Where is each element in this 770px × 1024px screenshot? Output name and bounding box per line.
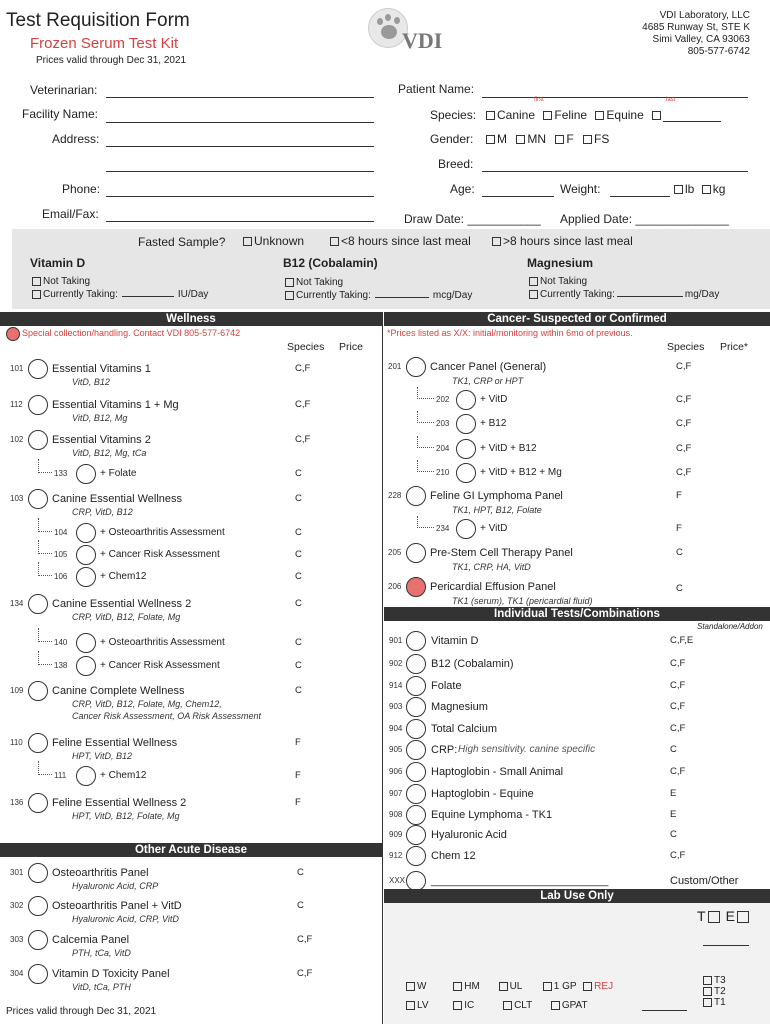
vitd-not-taking: Not Taking bbox=[32, 276, 90, 287]
test-name: Calcemia Panel bbox=[52, 934, 130, 946]
veterinarian-label: Veterinarian: bbox=[30, 83, 98, 97]
indent-connector bbox=[38, 651, 52, 665]
test-select-circle[interactable] bbox=[406, 825, 426, 845]
test-species: C,F,E bbox=[670, 635, 694, 646]
test-species: C,F bbox=[676, 467, 692, 478]
test-name: Canine Essential Wellness bbox=[52, 493, 183, 505]
equine-checkbox[interactable] bbox=[595, 111, 604, 120]
email-label: Email/Fax: bbox=[42, 207, 99, 221]
test-contents: TK1, HPT, B12, Folate bbox=[452, 505, 542, 515]
last-hint: last bbox=[666, 97, 676, 103]
test-species: C bbox=[295, 685, 302, 696]
indiv-bar: Individual Tests/Combinations bbox=[384, 607, 770, 621]
test-name: Pre-Stem Cell Therapy Panel bbox=[430, 547, 573, 559]
test-name: Osteoarthritis Panel bbox=[52, 867, 149, 879]
address-label: Address: bbox=[52, 132, 100, 146]
test-name: + Osteoarthritis Assessment bbox=[100, 527, 225, 538]
test-code: 902 bbox=[389, 659, 403, 668]
test-select-circle[interactable] bbox=[406, 719, 426, 739]
test-contents: TK1, CRP or HPT bbox=[452, 376, 524, 386]
test-species: Custom/Other bbox=[670, 875, 739, 887]
test-contents: CRP, VitD, B12, Folate, Mg, Chem12, bbox=[72, 699, 222, 709]
test-select-circle[interactable] bbox=[456, 519, 476, 539]
test-contents: VitD, B12 bbox=[72, 377, 110, 387]
indent-connector bbox=[38, 628, 52, 642]
wellness-price-header: Price bbox=[339, 341, 363, 353]
indent-connector bbox=[417, 516, 434, 528]
gender-fs-checkbox[interactable] bbox=[583, 135, 592, 144]
test-code: 234 bbox=[436, 524, 450, 533]
test-species: F bbox=[295, 770, 301, 781]
lab-line-1[interactable] bbox=[703, 945, 749, 946]
lab-gpat-checkbox[interactable] bbox=[551, 1001, 560, 1010]
gender-m-checkbox[interactable] bbox=[486, 135, 495, 144]
lb-checkbox[interactable] bbox=[674, 185, 683, 194]
age-label: Age: bbox=[450, 182, 475, 196]
test-contents: VitD, B12, Mg, tCa bbox=[72, 448, 147, 458]
test-species: C,F bbox=[295, 399, 311, 410]
species-label: Species: bbox=[430, 108, 477, 122]
test-code: 104 bbox=[54, 528, 68, 537]
test-select-circle[interactable] bbox=[28, 594, 48, 614]
test-species: C bbox=[295, 571, 302, 582]
test-species: C bbox=[295, 468, 302, 479]
test-contents: CRP, VitD, B12 bbox=[72, 507, 133, 517]
b12-not-taking: Not Taking bbox=[285, 277, 343, 288]
mag-currently-checkbox[interactable] bbox=[529, 290, 538, 299]
weight-label: Weight: bbox=[560, 182, 601, 196]
test-name: + Osteoarthritis Assessment bbox=[100, 637, 225, 648]
b12-dose-field[interactable] bbox=[375, 297, 429, 298]
b12-heading: B12 (Cobalamin) bbox=[283, 256, 378, 270]
kg-checkbox[interactable] bbox=[702, 185, 711, 194]
lab-ul-checkbox[interactable] bbox=[499, 982, 508, 991]
test-species: C,F bbox=[676, 443, 692, 454]
test-code: 905 bbox=[389, 745, 403, 754]
test-name: Feline Essential Wellness bbox=[52, 737, 178, 749]
test-name: + Cancer Risk Assessment bbox=[100, 660, 220, 671]
lab-hm-checkbox[interactable] bbox=[453, 982, 462, 991]
test-code: 109 bbox=[10, 686, 24, 695]
test-select-circle[interactable] bbox=[28, 395, 48, 415]
test-name: Folate bbox=[431, 680, 462, 692]
vitd-heading: Vitamin D bbox=[30, 256, 86, 270]
gender-options: M MN F FS bbox=[486, 132, 609, 146]
lab-address2: Simi Valley, CA 93063 bbox=[652, 34, 750, 45]
test-name: Essential Vitamins 2 bbox=[52, 434, 151, 446]
cancer-species-header: Species bbox=[667, 341, 705, 353]
test-select-circle[interactable] bbox=[76, 464, 96, 484]
test-species: C bbox=[676, 583, 683, 594]
test-code: 201 bbox=[388, 362, 402, 371]
b12-not-taking-checkbox[interactable] bbox=[285, 278, 294, 287]
test-name: + Chem12 bbox=[100, 770, 147, 781]
gender-mn-checkbox[interactable] bbox=[516, 135, 525, 144]
test-select-circle[interactable] bbox=[28, 733, 48, 753]
cancer-price-header: Price* bbox=[720, 341, 749, 353]
test-species: E bbox=[670, 809, 677, 820]
cancer-price-note: *Prices listed as X/X: initial/monitoring within 6mo of previous. bbox=[387, 328, 633, 338]
test-code: 912 bbox=[389, 851, 403, 860]
patient-field[interactable] bbox=[482, 97, 748, 98]
unknown-checkbox[interactable] bbox=[243, 237, 252, 246]
prices-valid-footer: Prices valid through Dec 31, 2021 bbox=[6, 1006, 157, 1017]
breed-field[interactable] bbox=[482, 171, 748, 172]
lab-t-checkbox[interactable] bbox=[708, 911, 720, 923]
test-name: Chem 12 bbox=[431, 850, 476, 862]
lab-gp-checkbox[interactable] bbox=[543, 982, 552, 991]
canine-checkbox[interactable] bbox=[486, 111, 495, 120]
lab-address1: 4685 Runway St, STE K bbox=[642, 22, 750, 33]
test-name: Hyaluronic Acid bbox=[431, 829, 507, 841]
lab-ic-checkbox[interactable] bbox=[453, 1001, 462, 1010]
test-species: F bbox=[676, 523, 682, 534]
test-name: + Cancer Risk Assessment bbox=[100, 549, 220, 560]
indent-connector bbox=[417, 436, 434, 448]
lab-rej-checkbox[interactable] bbox=[583, 982, 592, 991]
test-species: C,F bbox=[297, 934, 313, 945]
test-code: 112 bbox=[10, 400, 23, 409]
test-contents-2: Cancer Risk Assessment, OA Risk Assessment bbox=[72, 711, 262, 721]
facility-field[interactable] bbox=[106, 122, 374, 123]
test-name: + Folate bbox=[100, 468, 137, 479]
test-species: C bbox=[670, 829, 677, 840]
column-divider bbox=[382, 312, 383, 1024]
email-field[interactable] bbox=[106, 221, 374, 222]
gender-f-checkbox[interactable] bbox=[555, 135, 564, 144]
test-species: C,F bbox=[670, 723, 686, 734]
indent-connector bbox=[38, 761, 52, 775]
veterinarian-field[interactable] bbox=[106, 97, 374, 98]
test-species: C bbox=[295, 493, 302, 504]
other-species-checkbox[interactable] bbox=[652, 111, 661, 120]
test-select-circle[interactable] bbox=[76, 545, 96, 565]
test-contents: Hyaluronic Acid, CRP bbox=[72, 881, 159, 891]
test-name: Canine Essential Wellness 2 bbox=[52, 598, 192, 610]
test-name: + Chem12 bbox=[100, 571, 147, 582]
test-code: 140 bbox=[54, 638, 68, 647]
test-species: E bbox=[670, 788, 677, 799]
test-name: Haptoglobin - Equine bbox=[431, 788, 534, 800]
test-select-circle[interactable] bbox=[406, 357, 426, 377]
lab-te: T E bbox=[697, 908, 751, 924]
test-code: XXX bbox=[389, 876, 406, 885]
test-name: B12 (Cobalamin) bbox=[431, 658, 514, 670]
species-options: Canine Feline Equine bbox=[486, 108, 663, 122]
lab-t1-checkbox[interactable] bbox=[703, 998, 712, 1007]
test-code: 909 bbox=[389, 830, 403, 839]
test-select-circle[interactable] bbox=[456, 463, 476, 483]
test-code: 105 bbox=[54, 550, 68, 559]
lab-line-2[interactable] bbox=[642, 1010, 687, 1011]
test-code: 136 bbox=[10, 798, 24, 807]
indent-connector bbox=[38, 562, 52, 576]
test-species: C,F bbox=[670, 658, 686, 669]
test-code: 110 bbox=[10, 738, 23, 747]
test-select-circle[interactable] bbox=[28, 793, 48, 813]
test-name: + VitD bbox=[480, 523, 508, 534]
wellness-bar: Wellness bbox=[0, 312, 382, 326]
page-title: Test Requisition Form bbox=[6, 10, 190, 31]
test-note: High sensitivity. canine specific bbox=[458, 744, 596, 755]
mag-not-taking: Not Taking bbox=[529, 276, 587, 287]
address-field-2[interactable] bbox=[106, 171, 374, 172]
test-species: C bbox=[295, 527, 302, 538]
feline-checkbox[interactable] bbox=[543, 111, 552, 120]
test-species: C,F bbox=[670, 680, 686, 691]
test-code: 204 bbox=[436, 444, 450, 453]
weight-field[interactable] bbox=[610, 196, 670, 197]
test-select-circle[interactable] bbox=[456, 439, 476, 459]
test-code: 914 bbox=[389, 681, 403, 690]
test-species: C bbox=[295, 637, 302, 648]
test-contents: HPT, VitD, B12, Folate, Mg bbox=[72, 811, 180, 821]
test-species: C,F bbox=[670, 701, 686, 712]
test-code: 205 bbox=[388, 548, 402, 557]
test-contents: VitD, tCa, PTH bbox=[72, 982, 131, 992]
test-select-circle[interactable] bbox=[406, 871, 426, 891]
test-select-circle[interactable] bbox=[406, 676, 426, 696]
mag-currently: Currently Taking: mg/Day bbox=[529, 289, 719, 300]
test-name: Feline GI Lymphoma Panel bbox=[430, 490, 563, 502]
test-name: + VitD + B12 + Mg bbox=[480, 467, 562, 478]
lab-e-checkbox[interactable] bbox=[737, 911, 749, 923]
standalone-note: Standalone/Addon bbox=[697, 622, 763, 631]
test-select-circle[interactable] bbox=[406, 543, 426, 563]
test-select-circle[interactable] bbox=[76, 656, 96, 676]
test-select-circle[interactable] bbox=[28, 681, 48, 701]
test-species: C,F bbox=[295, 363, 311, 374]
lab-info bbox=[642, 10, 750, 58]
test-species: C,F bbox=[297, 968, 313, 979]
test-select-circle[interactable] bbox=[406, 631, 426, 651]
cancer-bar: Cancer- Suspected or Confirmed bbox=[384, 312, 770, 326]
lab-w-checkbox[interactable] bbox=[406, 982, 415, 991]
indent-connector bbox=[417, 411, 434, 423]
test-select-circle[interactable] bbox=[406, 654, 426, 674]
test-code: 111 bbox=[54, 771, 67, 780]
prices-valid-top: Prices valid through Dec 31, 2021 bbox=[36, 55, 187, 66]
test-species: C,F bbox=[676, 418, 692, 429]
vitd-dose-field[interactable] bbox=[122, 296, 174, 297]
gt8-checkbox[interactable] bbox=[492, 237, 501, 246]
test-species: C,F bbox=[676, 361, 692, 372]
test-name: _____________________________ bbox=[431, 875, 609, 887]
test-code: 903 bbox=[389, 702, 403, 711]
test-select-circle[interactable] bbox=[406, 740, 426, 760]
test-code: 901 bbox=[389, 636, 403, 645]
special-handling-note: Special collection/handling. Contact VDI 805-577-6742 bbox=[22, 328, 241, 338]
vitd-not-taking-checkbox[interactable] bbox=[32, 277, 41, 286]
test-contents: PTH, tCa, VitD bbox=[72, 948, 131, 958]
test-name: Cancer Panel (General) bbox=[430, 361, 547, 373]
page-subtitle: Frozen Serum Test Kit bbox=[30, 35, 179, 52]
draw-date[interactable]: Draw Date: ___________ bbox=[404, 212, 541, 226]
vdi-logo bbox=[368, 8, 448, 56]
test-code: 303 bbox=[10, 935, 24, 944]
test-contents: HPT, VitD, B12 bbox=[72, 751, 133, 761]
test-select-circle[interactable] bbox=[28, 359, 48, 379]
lab-t2-checkbox[interactable] bbox=[703, 987, 712, 996]
weight-units: lb kg bbox=[674, 182, 725, 196]
lab-lv-checkbox[interactable] bbox=[406, 1001, 415, 1010]
test-species: C bbox=[676, 547, 683, 558]
first-hint: first bbox=[534, 97, 544, 103]
lab-clt-checkbox[interactable] bbox=[503, 1001, 512, 1010]
indent-connector bbox=[38, 459, 52, 473]
test-code: 101 bbox=[10, 364, 24, 373]
test-species: C bbox=[297, 900, 304, 911]
test-code: 301 bbox=[10, 868, 24, 877]
test-code: 906 bbox=[389, 767, 403, 776]
test-code: 302 bbox=[10, 901, 24, 910]
test-select-circle[interactable] bbox=[28, 489, 48, 509]
test-code: 210 bbox=[436, 468, 450, 477]
test-contents: TK1, CRP, HA, VitD bbox=[452, 562, 531, 572]
gender-label: Gender: bbox=[430, 132, 474, 146]
facility-label: Facility Name: bbox=[22, 107, 99, 121]
vitd-currently: Currently Taking: IU/Day bbox=[32, 289, 208, 300]
fasted-gt8: >8 hours since last meal bbox=[492, 234, 633, 248]
test-code: 206 bbox=[388, 582, 402, 591]
test-species: C bbox=[295, 598, 302, 609]
test-name: Vitamin D bbox=[431, 635, 479, 647]
phone-field[interactable] bbox=[106, 196, 374, 197]
mag-dose-field[interactable] bbox=[617, 296, 683, 297]
test-select-circle[interactable] bbox=[406, 805, 426, 825]
indent-connector bbox=[38, 540, 52, 554]
test-select-circle[interactable] bbox=[406, 762, 426, 782]
test-select-circle[interactable] bbox=[406, 577, 426, 597]
indent-connector bbox=[417, 387, 434, 399]
test-select-circle[interactable] bbox=[76, 766, 96, 786]
test-select-circle[interactable] bbox=[456, 414, 476, 434]
test-code: 228 bbox=[388, 491, 402, 500]
test-code: 102 bbox=[10, 435, 24, 444]
test-species: C bbox=[295, 660, 302, 671]
test-name: Vitamin D Toxicity Panel bbox=[52, 968, 170, 980]
test-select-circle[interactable] bbox=[456, 390, 476, 410]
test-name: Feline Essential Wellness 2 bbox=[52, 797, 187, 809]
test-species: C,F bbox=[670, 766, 686, 777]
address-field-1[interactable] bbox=[106, 146, 374, 147]
logo-text: VDI bbox=[402, 28, 443, 53]
test-code: 133 bbox=[54, 469, 68, 478]
test-species: F bbox=[676, 490, 682, 501]
test-code: 904 bbox=[389, 724, 403, 733]
acute-bar: Other Acute Disease bbox=[0, 843, 382, 857]
mag-not-taking-checkbox[interactable] bbox=[529, 277, 538, 286]
test-species: F bbox=[295, 797, 301, 808]
vitd-currently-checkbox[interactable] bbox=[32, 290, 41, 299]
test-name: + B12 bbox=[480, 418, 507, 429]
test-code: 138 bbox=[54, 661, 68, 670]
test-code: 304 bbox=[10, 969, 24, 978]
lt8-checkbox[interactable] bbox=[330, 237, 339, 246]
test-name: Osteoarthritis Panel + VitD bbox=[52, 900, 182, 912]
test-select-circle[interactable] bbox=[28, 930, 48, 950]
test-select-circle[interactable] bbox=[406, 784, 426, 804]
lab-t3-checkbox[interactable] bbox=[703, 976, 712, 985]
test-select-circle[interactable] bbox=[406, 486, 426, 506]
lab-name: VDI Laboratory, LLC bbox=[659, 10, 750, 21]
test-name: Essential Vitamins 1 bbox=[52, 363, 151, 375]
lab-row-1: W HM UL 1 GP REJ bbox=[406, 981, 613, 992]
test-species: C,F bbox=[676, 394, 692, 405]
test-species: C,F bbox=[670, 850, 686, 861]
test-contents: CRP, VitD, B12, Folate, Mg bbox=[72, 612, 181, 622]
test-code: 203 bbox=[436, 419, 450, 428]
test-name: Haptoglobin - Small Animal bbox=[431, 766, 564, 778]
indent-connector bbox=[38, 518, 52, 532]
test-name: Equine Lymphoma - TK1 bbox=[431, 809, 553, 821]
test-select-circle[interactable] bbox=[76, 567, 96, 587]
test-contents: TK1 (serum), TK1 (pericardial fluid) bbox=[452, 596, 593, 606]
other-species-field[interactable] bbox=[663, 121, 721, 122]
lab-row-2: LV IC CLT GPAT bbox=[406, 1000, 588, 1011]
mag-heading: Magnesium bbox=[527, 256, 594, 270]
special-handling-icon bbox=[6, 327, 20, 341]
test-species: C bbox=[295, 549, 302, 560]
test-code: 134 bbox=[10, 599, 24, 608]
test-select-circle[interactable] bbox=[28, 430, 48, 450]
test-select-circle[interactable] bbox=[28, 896, 48, 916]
test-select-circle[interactable] bbox=[406, 697, 426, 717]
patient-label: Patient Name: bbox=[398, 82, 475, 96]
phone-label: Phone: bbox=[62, 182, 101, 196]
lab-tier: T3 T2 T1 bbox=[703, 975, 726, 1008]
test-name: Pericardial Effusion Panel bbox=[430, 581, 556, 593]
test-name: Total Calcium bbox=[431, 723, 498, 735]
test-species: F bbox=[295, 737, 301, 748]
test-code: 103 bbox=[10, 494, 24, 503]
test-name: Canine Complete Wellness bbox=[52, 685, 185, 697]
b12-currently-checkbox[interactable] bbox=[285, 291, 294, 300]
test-species: C bbox=[670, 744, 677, 755]
test-name: + VitD bbox=[480, 394, 508, 405]
test-species: C,F bbox=[295, 434, 311, 445]
test-name: CRP: bbox=[431, 744, 458, 756]
fasted-lt8: <8 hours since last meal bbox=[330, 234, 471, 248]
applied-date[interactable]: Applied Date: ______________ bbox=[560, 212, 729, 226]
fasted-unknown: Unknown bbox=[243, 234, 304, 248]
breed-label: Breed: bbox=[438, 157, 474, 171]
wellness-species-header: Species bbox=[287, 341, 325, 353]
test-name: Magnesium bbox=[431, 701, 488, 713]
test-select-circle[interactable] bbox=[28, 964, 48, 984]
test-code: 202 bbox=[436, 395, 450, 404]
test-select-circle[interactable] bbox=[76, 523, 96, 543]
test-code: 106 bbox=[54, 572, 68, 581]
test-name: Essential Vitamins 1 + Mg bbox=[52, 399, 179, 411]
test-species: C bbox=[297, 867, 304, 878]
test-select-circle[interactable] bbox=[76, 633, 96, 653]
lab-bar: Lab Use Only bbox=[384, 889, 770, 903]
fasted-label: Fasted Sample? bbox=[138, 235, 226, 249]
indent-connector bbox=[417, 460, 434, 472]
test-select-circle[interactable] bbox=[406, 846, 426, 866]
test-code: 907 bbox=[389, 789, 403, 798]
b12-currently: Currently Taking: mcg/Day bbox=[285, 290, 472, 301]
test-contents: Hyaluronic Acid, CRP, VitD bbox=[72, 914, 179, 924]
test-code: 908 bbox=[389, 810, 403, 819]
lab-phone: 805-577-6742 bbox=[687, 46, 750, 57]
test-contents: VitD, B12, Mg bbox=[72, 413, 128, 423]
test-select-circle[interactable] bbox=[28, 863, 48, 883]
age-field[interactable] bbox=[482, 196, 554, 197]
test-name: + VitD + B12 bbox=[480, 443, 537, 454]
